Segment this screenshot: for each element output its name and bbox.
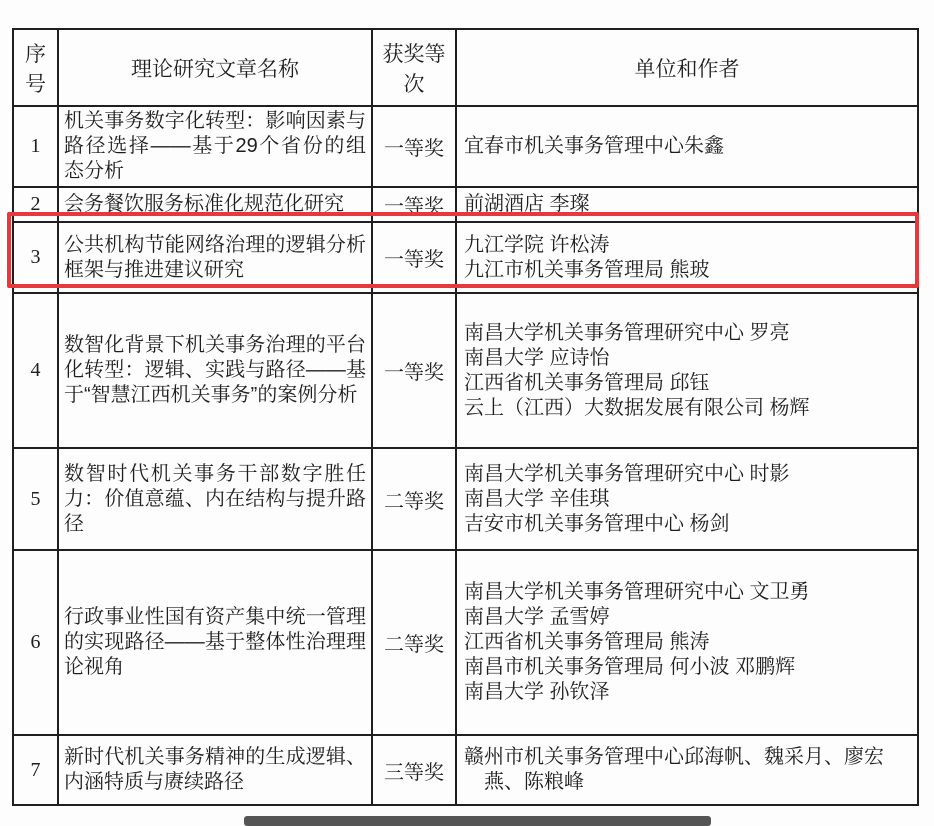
author-line: 江西省机关事务管理局 邱钰 <box>464 371 710 394</box>
author-line: 前湖酒店 李璨 <box>464 193 590 215</box>
author-line: 南昌大学机关事务管理研究中心 时影 <box>464 462 790 485</box>
table-row-highlighted <box>13 222 918 293</box>
award-level-cell: 二等奖 <box>372 448 456 550</box>
author-line: 南昌市机关事务管理局 何小波 邓鹏辉 <box>464 656 796 678</box>
table-row <box>13 106 918 187</box>
header-award-level: 获奖等次 <box>372 29 456 106</box>
author-line: 云上（江西）大数据发展有限公司 杨辉 <box>464 396 810 419</box>
author-line: 赣州市机关事务管理中心邱海帆、魏采月、廖宏 <box>464 746 884 768</box>
author-line: 江西省机关事务管理局 熊涛 <box>464 631 710 653</box>
authors-cell <box>456 735 918 805</box>
authors-cell <box>456 222 918 293</box>
table-row <box>13 448 918 550</box>
author-line: 南昌大学机关事务管理研究中心 文卫勇 <box>464 581 810 603</box>
award-level-cell: 一等奖 <box>372 106 456 187</box>
row-number-cell: 4 <box>13 293 58 448</box>
header-row <box>13 29 918 106</box>
award-level-cell: 一等奖 <box>372 293 456 448</box>
author-line: 吉安市机关事务管理中心 杨剑 <box>464 512 730 535</box>
row-number-cell: 6 <box>13 550 58 735</box>
author-line: 南昌大学机关事务管理研究中心 罗亮 <box>464 321 790 344</box>
authors-cell <box>456 448 918 550</box>
row-number-cell: 3 <box>13 222 58 293</box>
bottom-bar <box>244 816 711 826</box>
award-level-cell: 二等奖 <box>372 550 456 735</box>
row-number-cell: 7 <box>13 735 58 805</box>
table-body <box>13 106 918 805</box>
award-level-cell: 三等奖 <box>372 735 456 805</box>
author-line: 九江学院 许松涛 <box>464 233 610 256</box>
author-line: 南昌大学 孟雪婷 <box>464 606 610 628</box>
article-title-cell: 会务餐饮服务标准化规范化研究 <box>58 187 372 222</box>
article-title-cell: 机关事务数字化转型：影响因素与路径选择——基于29个省份的组态分析 <box>58 106 372 187</box>
award-level-cell: 一等奖 <box>372 222 456 293</box>
authors-cell <box>456 187 918 222</box>
header-unit-authors: 单位和作者 <box>456 29 918 106</box>
header-article-title: 理论研究文章名称 <box>58 29 372 106</box>
table-row <box>13 735 918 805</box>
table-header <box>13 29 918 106</box>
row-number-cell: 5 <box>13 448 58 550</box>
table-row <box>13 187 918 222</box>
table-row <box>13 293 918 448</box>
author-line: 南昌大学 孙钦泽 <box>464 681 610 703</box>
article-title-cell: 新时代机关事务精神的生成逻辑、内涵特质与赓续路径 <box>58 735 372 805</box>
author-line: 宜春市机关事务管理中心朱鑫 <box>464 135 724 157</box>
award-level-cell: 一等奖 <box>372 187 456 222</box>
row-number-cell: 1 <box>13 106 58 187</box>
awards-table <box>12 28 919 806</box>
author-line: 南昌大学 应诗怡 <box>464 346 610 369</box>
authors-cell <box>456 550 918 735</box>
article-title-cell: 公共机构节能网络治理的逻辑分析框架与推进建议研究 <box>58 222 372 293</box>
authors-cell <box>456 106 918 187</box>
author-line: 燕、陈粮峰 <box>464 771 584 793</box>
author-line: 九江市机关事务管理局 熊玻 <box>464 258 710 281</box>
article-title-cell: 数智时代机关事务干部数字胜任力：价值意蕴、内在结构与提升路径 <box>58 448 372 550</box>
row-number-cell: 2 <box>13 187 58 222</box>
authors-cell <box>456 293 918 448</box>
author-line: 南昌大学 辛佳琪 <box>464 487 610 510</box>
article-title-cell: 行政事业性国有资产集中统一管理的实现路径——基于整体性治理理论视角 <box>58 550 372 735</box>
table-row <box>13 550 918 735</box>
article-title-cell: 数智化背景下机关事务治理的平台化转型：逻辑、实践与路径——基于“智慧江西机关事务”的案例分析 <box>58 293 372 448</box>
header-serial-number: 序号 <box>13 29 58 106</box>
